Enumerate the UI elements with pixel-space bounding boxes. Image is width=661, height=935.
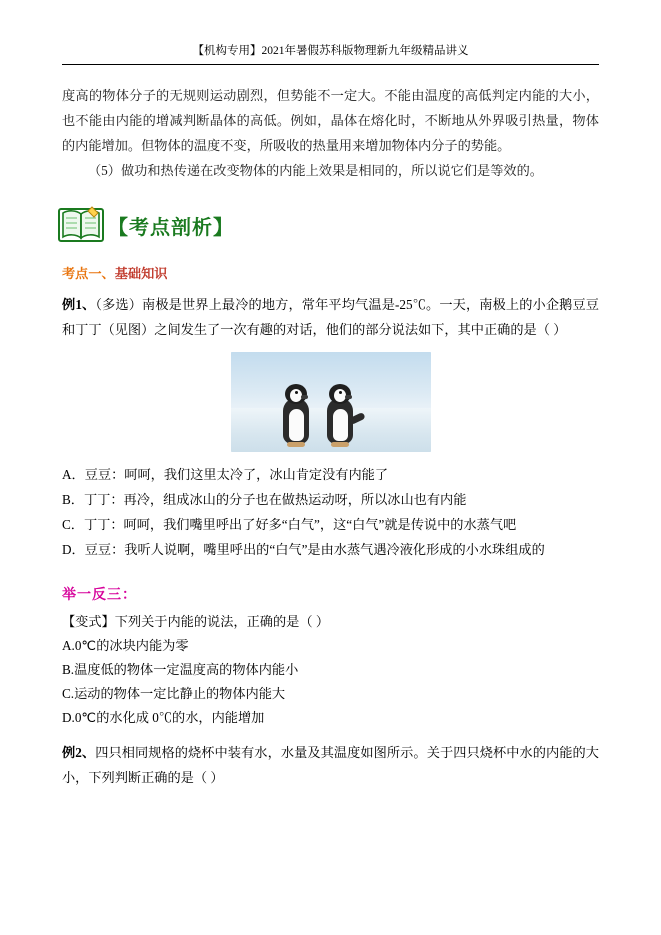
- penguin-photo: [231, 352, 431, 452]
- option-d: D．豆豆：我听人说啊，嘴里呼出的“白气”是由水蒸气遇冷液化形成的小水珠组成的: [62, 542, 545, 557]
- example-2-text: 四只相同规格的烧杯中装有水，水量及其温度如图所示。关于四只烧杯中水的内能的大小，下列判断正确的是（ ）: [62, 745, 599, 785]
- variant-option-b: B.温度低的物体一定温度高的物体内能小: [62, 662, 299, 677]
- section-title: 【考点剖析】: [108, 216, 234, 239]
- example-1-text: （多选）南极是世界上最冷的地方，常年平均气温是-25℃。一天，南极上的小企鹅豆豆和丁丁（见图）之间发生了一次有趣的对话，他们的部分说法如下，其中正确的是（ ）: [62, 297, 599, 337]
- page-header: [62, 0, 599, 58]
- intro-section: [62, 83, 599, 183]
- variant-label: 【变式】: [62, 614, 115, 629]
- option-a: A．豆豆：呵呵，我们这里太冷了，冰山肯定没有内能了: [62, 467, 389, 482]
- variant-question: [62, 610, 599, 634]
- section-heading: [58, 205, 599, 245]
- intro-paragraph-2: （5）做功和热传递在改变物体的内能上效果是相同的，所以说它们是等效的。: [88, 163, 543, 178]
- option-b: B．丁丁：再冷，组成冰山的分子也在做热运动呀，所以冰山也有内能: [62, 492, 467, 507]
- kaodian-name: 基础知识: [114, 266, 168, 281]
- example-1: [62, 292, 599, 342]
- example-1-options: [62, 462, 599, 562]
- open-book-icon: [58, 205, 104, 245]
- variant-option-d: D.0℃的水化成 0℃的水，内能增加: [62, 710, 265, 725]
- header-divider: [62, 64, 599, 65]
- variant-option-c: C.运动的物体一定比静止的物体内能大: [62, 686, 286, 701]
- example-2: [62, 740, 599, 790]
- example-1-label: 例1、: [62, 297, 96, 312]
- kaodian-heading: [62, 263, 599, 282]
- variant-block: [62, 610, 599, 730]
- variant-option-a: A.0℃的冰块内能为零: [62, 638, 189, 653]
- variant-heading: 举一反三：: [62, 588, 137, 603]
- option-c: C．丁丁：呵呵，我们嘴里呼出了好多“白气”，这“白气”就是传说中的水蒸气吧: [62, 517, 517, 532]
- header-title: 【机构专用】2021年暑假苏科版物理新九年级精品讲义: [192, 45, 469, 57]
- penguin-figure: [231, 352, 431, 452]
- variant-text: 下列关于内能的说法，正确的是（ ）: [114, 614, 330, 629]
- example-2-label: 例2、: [62, 745, 96, 760]
- kaodian-prefix: 考点一、: [62, 266, 115, 281]
- intro-paragraph-1: 度高的物体分子的无规则运动剧烈，但势能不一定大。不能由温度的高低判定内能的大小，也不能由内能的增减判断晶体的高低。例如，晶体在熔化时，不断地从外界吸引热量，物体的内能增加。但物体的温度不变，所吸收的热量用来增加物体内分子的势能。: [62, 88, 599, 153]
